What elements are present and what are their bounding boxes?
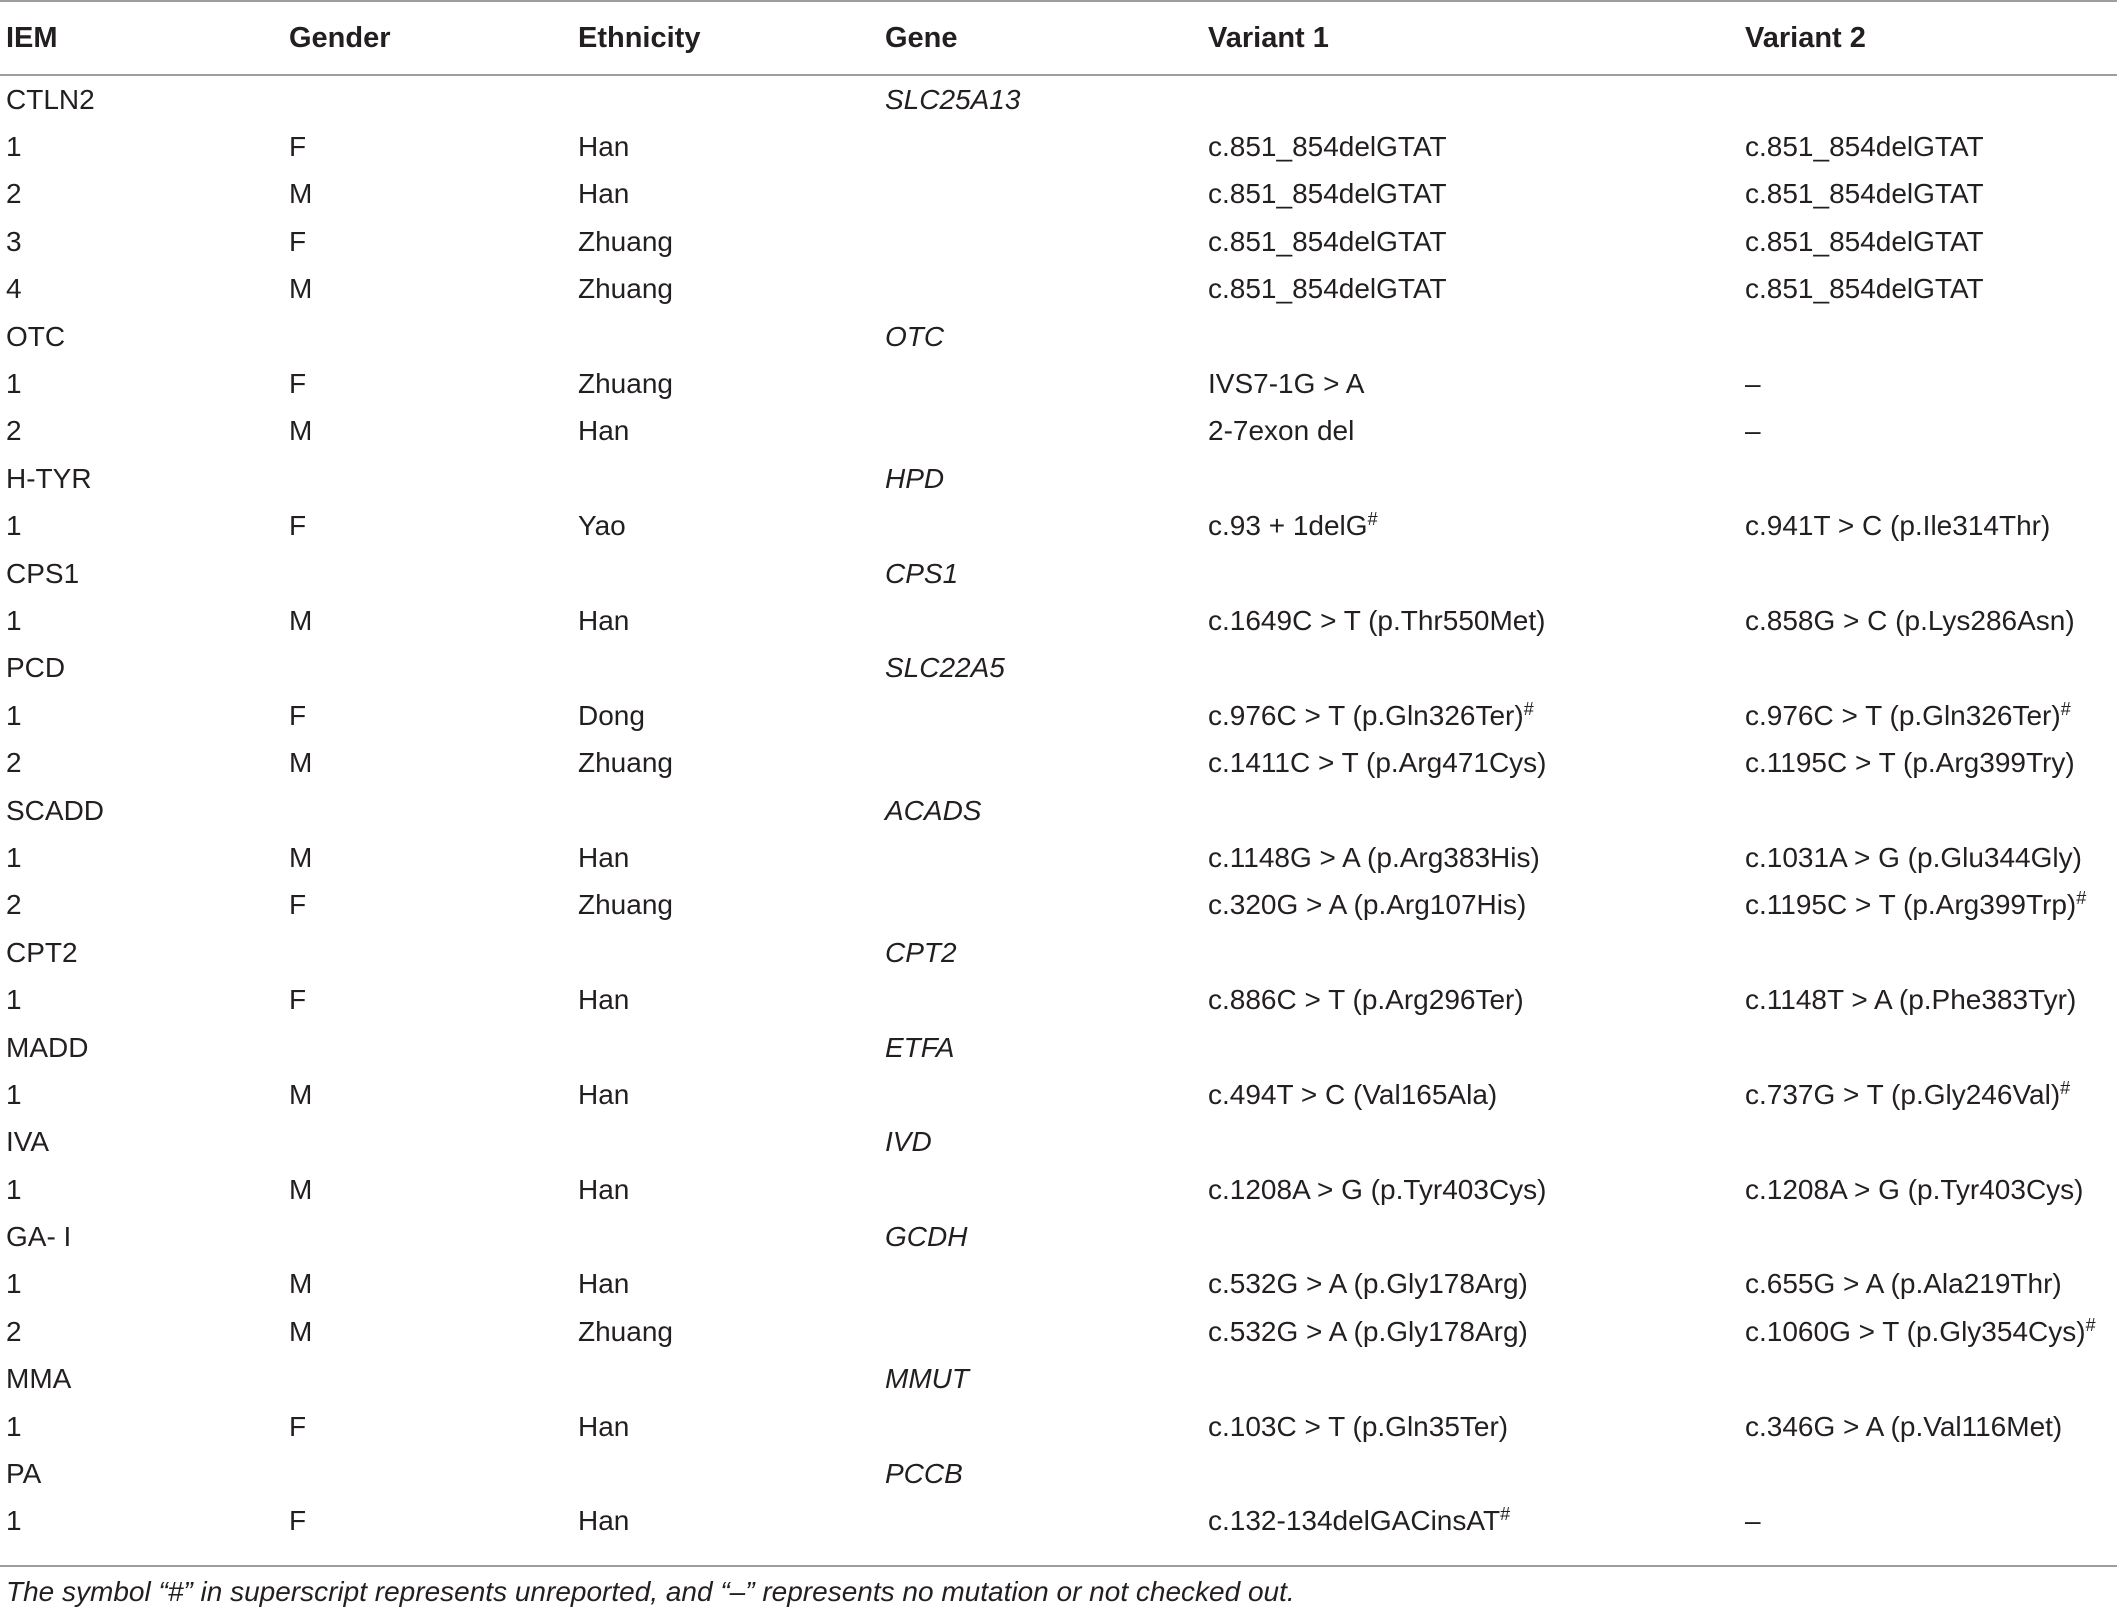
cell-iem-text: MADD [6, 1031, 89, 1063]
cell-gene-text: OTC [885, 320, 945, 352]
cell-gender [289, 700, 306, 732]
cell-iem-text: OTC [6, 320, 66, 352]
cell-variant-2 [1745, 510, 2050, 542]
cell-gender-text: M [289, 1173, 313, 1205]
table-row [0, 171, 2117, 218]
cell-iem [6, 1458, 41, 1490]
cell-gene [885, 1221, 967, 1253]
cell-iem-text: GA- I [6, 1221, 72, 1253]
cell-variant-1 [1208, 1411, 1508, 1443]
cell-ethnicity [578, 984, 629, 1016]
cell-iem-text: 1 [6, 510, 22, 542]
table-row [0, 1119, 2117, 1166]
cell-gene-text: SLC22A5 [885, 652, 1005, 684]
cell-iem-text: SCADD [6, 794, 105, 826]
cell-variant-1-text: c.851_854delGTAT [1208, 178, 1447, 210]
cell-variant-2-text: c.1060G > T (p.Gly354Cys) [1745, 1315, 2086, 1347]
cell-iem [6, 700, 22, 732]
unreported-marker: # [2060, 698, 2071, 719]
cell-gender-text: F [289, 1410, 307, 1442]
cell-ethnicity-text: Han [578, 841, 630, 873]
table-footnote: The symbol “#” in superscript represents unreported, and “–” represents no mutation or not checked out. [6, 1576, 1295, 1607]
cell-gene [885, 558, 958, 590]
cell-variant-2 [1745, 1079, 2070, 1111]
cell-iem [6, 1505, 22, 1537]
cell-gender [289, 605, 312, 637]
cell-iem-text: 2 [6, 747, 22, 779]
cell-iem [6, 368, 22, 400]
table-bottom-rule [0, 1565, 2117, 1567]
cell-gene [885, 937, 957, 969]
cell-variant-2-text: c.655G > A (p.Ala219Thr) [1745, 1268, 2062, 1300]
cell-ethnicity [578, 747, 673, 779]
cell-iem-text: 2 [6, 415, 22, 447]
cell-iem-text: 2 [6, 889, 22, 921]
cell-gene-text: ACADS [885, 794, 982, 826]
cell-variant-2-text: c.737G > T (p.Gly246Val) [1745, 1078, 2061, 1110]
table-row [0, 1213, 2117, 1260]
cell-variant-1 [1208, 368, 1364, 400]
cell-iem [6, 84, 95, 116]
cell-variant-2-text: c.1195C > T (p.Arg399Trp) [1745, 889, 2077, 921]
cell-ethnicity-text: Zhuang [578, 273, 673, 305]
cell-iem [6, 1032, 88, 1064]
cell-iem [6, 321, 65, 353]
header-iem: IEM [6, 21, 58, 54]
cell-gender-text: M [289, 747, 313, 779]
table-row [0, 1071, 2117, 1118]
cell-variant-1-text: c.886C > T (p.Arg296Ter) [1208, 984, 1524, 1016]
cell-gender [289, 842, 312, 874]
cell-gender-text: F [289, 131, 307, 163]
cell-iem [6, 131, 22, 163]
cell-variant-2 [1745, 368, 1761, 400]
cell-ethnicity [578, 1411, 629, 1443]
cell-ethnicity-text: Han [578, 1505, 630, 1537]
cell-iem-text: 1 [6, 604, 22, 636]
cell-ethnicity [578, 889, 673, 921]
table-row [0, 266, 2117, 313]
cell-iem [6, 1079, 22, 1111]
cell-gender [289, 1174, 312, 1206]
cell-iem-text: 2 [6, 1315, 22, 1347]
table-row [0, 1450, 2117, 1497]
cell-ethnicity [578, 1268, 629, 1300]
cell-variant-1 [1208, 1174, 1547, 1206]
cell-gender [289, 1316, 312, 1348]
cell-ethnicity-text: Zhuang [578, 889, 673, 921]
table-row [0, 76, 2117, 123]
table-row [0, 550, 2117, 597]
cell-variant-2 [1745, 273, 1984, 305]
cell-variant-1 [1208, 889, 1526, 921]
cell-variant-2 [1745, 747, 2075, 779]
cell-iem [6, 1126, 49, 1158]
cell-ethnicity-text: Dong [578, 699, 645, 731]
cell-gender [289, 226, 306, 258]
cell-gender [289, 178, 312, 210]
cell-variant-1 [1208, 131, 1447, 163]
cell-iem [6, 415, 22, 447]
cell-iem-text: 1 [6, 131, 22, 163]
unreported-marker: # [2060, 1077, 2071, 1098]
header-gene: Gene [885, 21, 958, 54]
cell-gender-text: F [289, 699, 307, 731]
cell-variant-1 [1208, 842, 1540, 874]
cell-iem-text: 1 [6, 699, 22, 731]
cell-gender [289, 747, 312, 779]
cell-iem-text: 1 [6, 1268, 22, 1300]
cell-iem-text: 1 [6, 1410, 22, 1442]
table-row [0, 455, 2117, 502]
table-row [0, 1403, 2117, 1450]
cell-ethnicity-text: Han [578, 604, 630, 636]
cell-iem [6, 1363, 71, 1395]
cell-gender-text: M [289, 604, 313, 636]
cell-gender-text: M [289, 1268, 313, 1300]
cell-gender-text: M [289, 178, 313, 210]
table-row [0, 692, 2117, 739]
cell-variant-1-text: IVS7-1G > A [1208, 368, 1365, 400]
cell-ethnicity-text: Han [578, 1078, 630, 1110]
cell-variant-1-text: c.103C > T (p.Gln35Ter) [1208, 1410, 1509, 1442]
cell-iem-text: CPT2 [6, 936, 78, 968]
table-row [0, 1261, 2117, 1308]
table-row [0, 787, 2117, 834]
unreported-marker: # [1367, 509, 1378, 530]
cell-iem-text: PA [6, 1458, 42, 1490]
cell-gender [289, 510, 306, 542]
cell-variant-1-text: c.976C > T (p.Gln326Ter) [1208, 699, 1524, 731]
cell-ethnicity-text: Han [578, 131, 630, 163]
cell-iem [6, 984, 22, 1016]
cell-variant-1-text: c.1411C > T (p.Arg471Cys) [1208, 747, 1547, 779]
cell-variant-2-text: c.1148T > A (p.Phe383Tyr) [1745, 984, 2077, 1016]
cell-iem [6, 747, 22, 779]
cell-ethnicity [578, 605, 629, 637]
cell-ethnicity [578, 1174, 629, 1206]
cell-gender-text: F [289, 984, 307, 1016]
cell-variant-2-text: c.851_854delGTAT [1745, 131, 1984, 163]
cell-variant-1-text: c.1148G > A (p.Arg383His) [1208, 841, 1540, 873]
cell-variant-1 [1208, 605, 1545, 637]
cell-variant-2-text: c.346G > A (p.Val116Met) [1745, 1410, 2063, 1442]
cell-variant-2 [1745, 226, 1984, 258]
cell-gender-text: M [289, 415, 313, 447]
cell-ethnicity [578, 226, 673, 258]
cell-gene-text: HPD [885, 462, 945, 494]
cell-gene [885, 321, 944, 353]
cell-gender [289, 1411, 306, 1443]
cell-ethnicity-text: Han [578, 1173, 630, 1205]
cell-gene-text: SLC25A13 [885, 83, 1021, 115]
unreported-marker: # [2085, 1314, 2096, 1335]
cell-variant-2 [1745, 605, 2075, 637]
cell-gender-text: M [289, 841, 313, 873]
cell-gender [289, 1505, 306, 1537]
cell-iem-text: 1 [6, 1173, 22, 1205]
table-row [0, 503, 2117, 550]
table-row [0, 360, 2117, 407]
header-ethnicity: Ethnicity [578, 21, 701, 54]
table-row [0, 976, 2117, 1023]
cell-gene [885, 1458, 963, 1490]
table-row [0, 597, 2117, 644]
cell-variant-2-text: c.851_854delGTAT [1745, 178, 1984, 210]
cell-variant-2 [1745, 1316, 2096, 1348]
cell-variant-2 [1745, 1411, 2062, 1443]
cell-gene-text: ETFA [885, 1031, 955, 1063]
cell-gender [289, 984, 306, 1016]
table-body [0, 76, 2117, 1545]
cell-variant-1-text: c.851_854delGTAT [1208, 273, 1447, 305]
cell-gene [885, 84, 1020, 116]
cell-variant-1 [1208, 1505, 1510, 1537]
cell-iem [6, 1411, 22, 1443]
table-row [0, 929, 2117, 976]
cell-gender [289, 415, 312, 447]
cell-iem [6, 842, 22, 874]
cell-iem [6, 1316, 22, 1348]
cell-ethnicity-text: Han [578, 415, 630, 447]
cell-iem-text: CPS1 [6, 557, 80, 589]
cell-ethnicity-text: Han [578, 178, 630, 210]
unreported-marker: # [1523, 698, 1534, 719]
table-header-row [0, 0, 2117, 76]
cell-variant-2 [1745, 984, 2076, 1016]
cell-ethnicity [578, 131, 629, 163]
cell-iem [6, 795, 104, 827]
cell-variant-2-text: c.1208A > G (p.Tyr403Cys) [1745, 1173, 2084, 1205]
cell-iem-text: 3 [6, 225, 22, 257]
table-row [0, 1356, 2117, 1403]
cell-gene [885, 1126, 932, 1158]
cell-ethnicity [578, 1505, 629, 1537]
table-row [0, 882, 2117, 929]
cell-ethnicity [578, 1316, 673, 1348]
cell-gene [885, 795, 981, 827]
cell-ethnicity [578, 510, 626, 542]
cell-iem [6, 605, 22, 637]
cell-ethnicity-text: Zhuang [578, 1315, 673, 1347]
cell-iem-text: IVA [6, 1126, 50, 1158]
cell-ethnicity [578, 1079, 629, 1111]
cell-variant-2 [1745, 1505, 1761, 1537]
cell-ethnicity [578, 700, 645, 732]
table-row [0, 123, 2117, 170]
cell-gender-text: F [289, 1505, 307, 1537]
cell-variant-2 [1745, 415, 1761, 447]
cell-gender [289, 131, 306, 163]
cell-variant-2-text: c.976C > T (p.Gln326Ter) [1745, 699, 2061, 731]
cell-variant-2-text: c.941T > C (p.Ile314Thr) [1745, 510, 2051, 542]
cell-variant-2 [1745, 842, 2082, 874]
table-row [0, 645, 2117, 692]
cell-variant-1-text: c.1208A > G (p.Tyr403Cys) [1208, 1173, 1547, 1205]
cell-gender-text: F [289, 368, 307, 400]
cell-ethnicity-text: Zhuang [578, 368, 673, 400]
cell-iem-text: H-TYR [6, 462, 92, 494]
cell-gene [885, 1032, 954, 1064]
cell-variant-1 [1208, 747, 1547, 779]
cell-iem [6, 463, 92, 495]
cell-iem-text: 1 [6, 1078, 22, 1110]
table-row [0, 1498, 2117, 1545]
cell-gender-text: M [289, 1078, 313, 1110]
cell-variant-1 [1208, 273, 1447, 305]
table-row [0, 408, 2117, 455]
cell-gender-text: M [289, 273, 313, 305]
cell-ethnicity-text: Han [578, 984, 630, 1016]
cell-iem [6, 273, 22, 305]
cell-iem [6, 1221, 71, 1253]
cell-iem-text: CTLN2 [6, 83, 95, 115]
cell-iem-text: 1 [6, 1505, 22, 1537]
cell-variant-1 [1208, 700, 1534, 732]
cell-gender [289, 1079, 312, 1111]
cell-gene-text: PCCB [885, 1458, 963, 1490]
cell-ethnicity [578, 415, 629, 447]
cell-variant-2-text: c.1195C > T (p.Arg399Try) [1745, 747, 2075, 779]
cell-variant-1-text: c.851_854delGTAT [1208, 225, 1447, 257]
cell-variant-2 [1745, 178, 1984, 210]
cell-gene [885, 1363, 969, 1395]
cell-variant-1 [1208, 1268, 1528, 1300]
cell-gene-text: IVD [885, 1126, 932, 1158]
cell-variant-1 [1208, 415, 1354, 447]
header-gender: Gender [289, 21, 391, 54]
cell-gene [885, 652, 1005, 684]
cell-gender [289, 368, 306, 400]
cell-ethnicity [578, 178, 629, 210]
cell-gene [885, 463, 944, 495]
cell-variant-1 [1208, 1316, 1528, 1348]
cell-variant-1 [1208, 226, 1447, 258]
cell-ethnicity [578, 842, 629, 874]
cell-ethnicity [578, 368, 673, 400]
cell-iem-text: PCD [6, 652, 66, 684]
cell-gene-text: MMUT [885, 1363, 969, 1395]
cell-variant-2 [1745, 1174, 2084, 1206]
cell-iem [6, 889, 22, 921]
cell-ethnicity-text: Zhuang [578, 747, 673, 779]
cell-iem-text: MMA [6, 1363, 72, 1395]
cell-iem [6, 1174, 22, 1206]
cell-variant-2-text: c.1031A > G (p.Glu344Gly) [1745, 841, 2082, 873]
cell-variant-1 [1208, 178, 1447, 210]
cell-ethnicity-text: Zhuang [578, 225, 673, 257]
cell-ethnicity [578, 273, 673, 305]
table-row [0, 834, 2117, 881]
cell-gene-text: CPT2 [885, 936, 957, 968]
cell-iem [6, 510, 22, 542]
cell-iem [6, 178, 22, 210]
cell-ethnicity-text: Han [578, 1410, 630, 1442]
cell-variant-1 [1208, 984, 1524, 1016]
unreported-marker: # [2076, 888, 2087, 909]
cell-variant-1-text: c.532G > A (p.Gly178Arg) [1208, 1315, 1528, 1347]
cell-variant-1-text: c.132-134delGACinsAT [1208, 1505, 1501, 1537]
cell-variant-1-text: c.1649C > T (p.Thr550Met) [1208, 604, 1546, 636]
cell-gender-text: F [289, 510, 307, 542]
unreported-marker: # [1500, 1504, 1511, 1525]
cell-variant-2 [1745, 700, 2071, 732]
cell-gene-text: GCDH [885, 1221, 968, 1253]
cell-iem [6, 652, 65, 684]
table-row [0, 1308, 2117, 1355]
cell-gender [289, 889, 306, 921]
cell-iem-text: 1 [6, 368, 22, 400]
cell-variant-1-text: c.320G > A (p.Arg107His) [1208, 889, 1527, 921]
cell-variant-2-text: – [1745, 368, 1761, 400]
table-row [0, 739, 2117, 786]
cell-variant-2-text: c.851_854delGTAT [1745, 225, 1984, 257]
cell-gender [289, 273, 312, 305]
cell-variant-2 [1745, 131, 1984, 163]
cell-iem [6, 558, 79, 590]
cell-iem-text: 2 [6, 178, 22, 210]
cell-variant-2-text: – [1745, 1505, 1761, 1537]
cell-variant-2-text: c.858G > C (p.Lys286Asn) [1745, 604, 2075, 636]
cell-gender-text: F [289, 889, 307, 921]
cell-gender-text: M [289, 1315, 313, 1347]
cell-iem-text: 1 [6, 841, 22, 873]
header-variant-1: Variant 1 [1208, 21, 1329, 54]
cell-iem-text: 4 [6, 273, 22, 305]
cell-iem-text: 1 [6, 984, 22, 1016]
cell-gender-text: F [289, 225, 307, 257]
cell-gender [289, 1268, 312, 1300]
cell-variant-1 [1208, 1079, 1497, 1111]
cell-variant-1-text: c.532G > A (p.Gly178Arg) [1208, 1268, 1528, 1300]
cell-variant-1 [1208, 510, 1378, 542]
cell-variant-2 [1745, 889, 2086, 921]
cell-ethnicity-text: Han [578, 1268, 630, 1300]
table-row [0, 1166, 2117, 1213]
cell-variant-1-text: c.93 + 1delG [1208, 510, 1368, 542]
cell-iem [6, 937, 78, 969]
table-row [0, 1024, 2117, 1071]
cell-gene-text: CPS1 [885, 557, 959, 589]
cell-variant-2-text: – [1745, 415, 1761, 447]
cell-variant-1-text: c.494T > C (Val165Ala) [1208, 1078, 1498, 1110]
cell-iem [6, 226, 22, 258]
header-variant-2: Variant 2 [1745, 21, 1866, 54]
cell-variant-1-text: c.851_854delGTAT [1208, 131, 1447, 163]
table-row [0, 313, 2117, 360]
cell-variant-1-text: 2-7exon del [1208, 415, 1355, 447]
table-row [0, 218, 2117, 265]
cell-variant-2 [1745, 1268, 2062, 1300]
cell-variant-2-text: c.851_854delGTAT [1745, 273, 1984, 305]
cell-iem [6, 1268, 22, 1300]
cell-ethnicity-text: Yao [578, 510, 626, 542]
